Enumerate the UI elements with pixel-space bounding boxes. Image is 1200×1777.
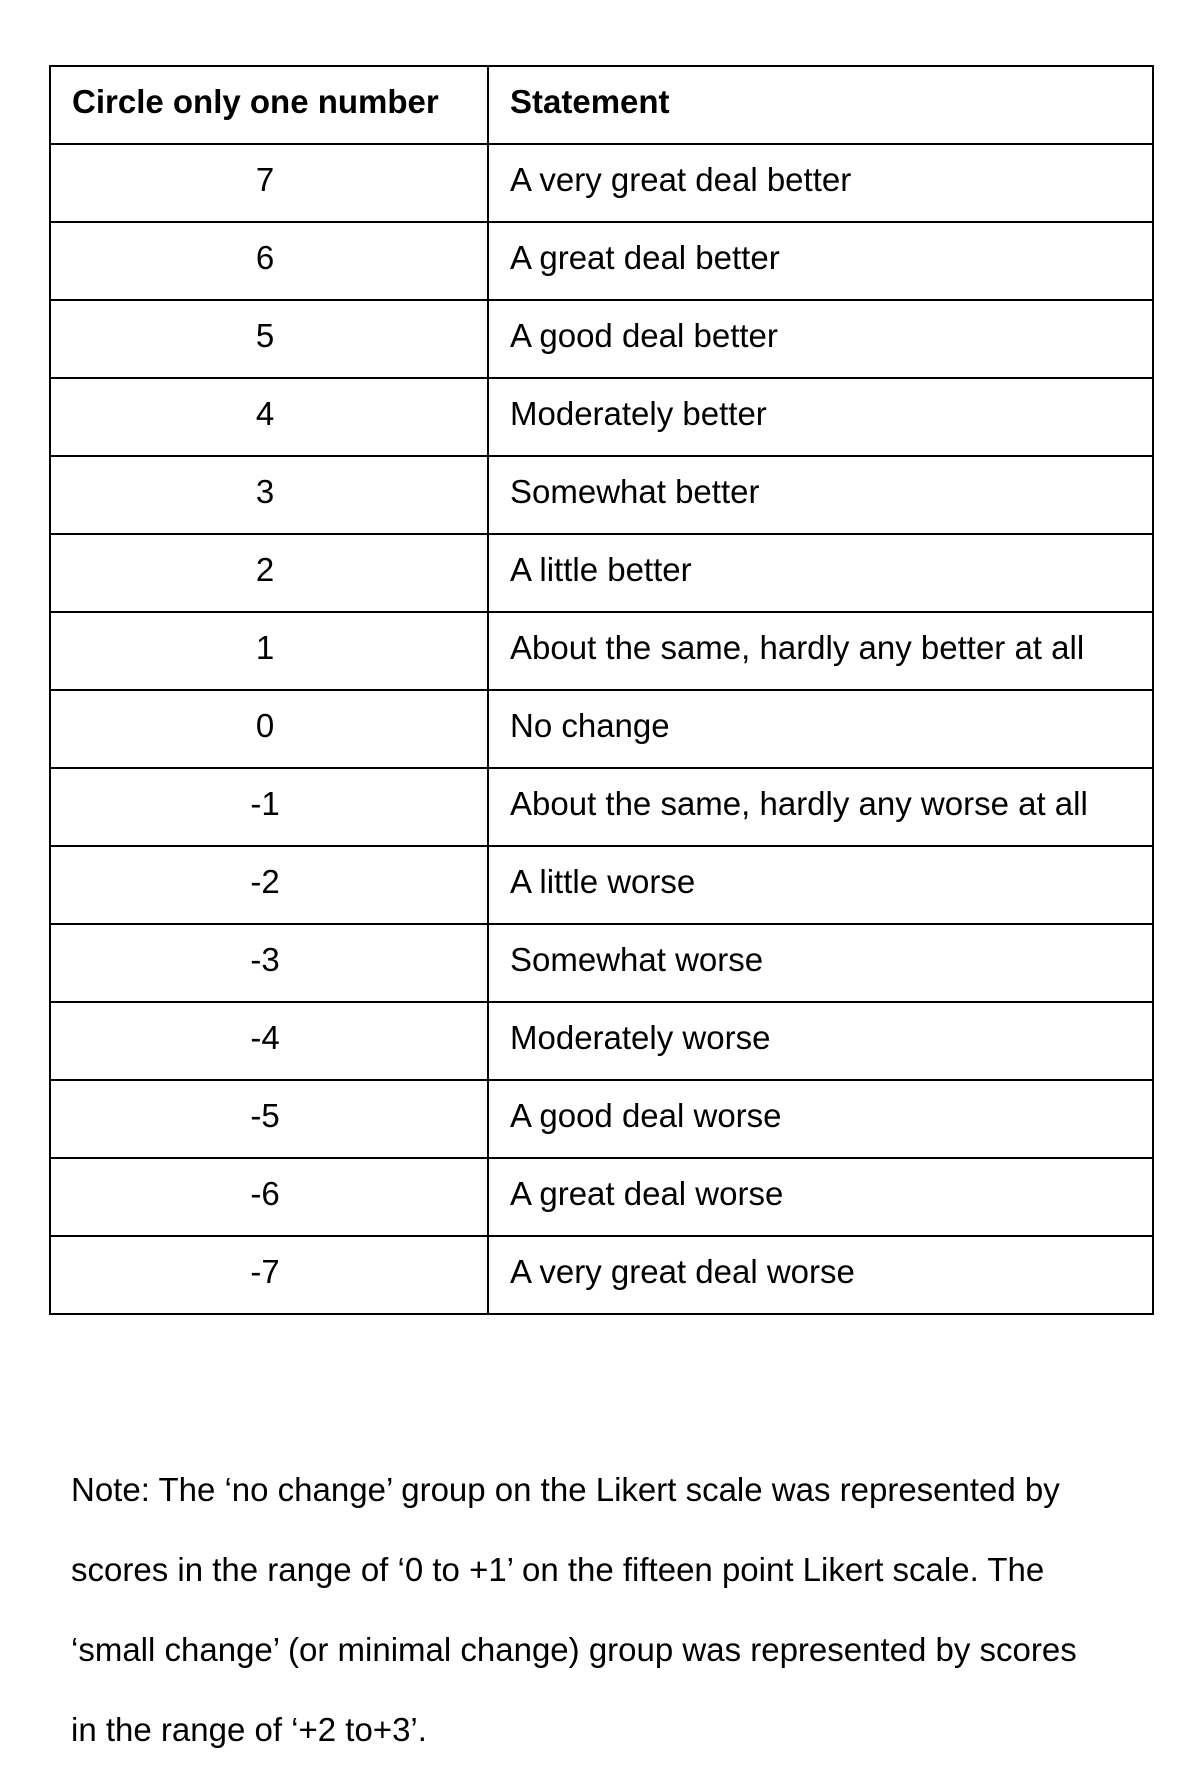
scale-number: -4 (250, 1019, 280, 1056)
scale-number: 0 (255, 707, 275, 744)
column-header-number (50, 66, 488, 144)
scale-number-cell (50, 378, 488, 456)
footnote (71, 1450, 1171, 1770)
table-row (50, 1158, 1153, 1236)
statement-text: A little worse (510, 863, 696, 900)
table-row (50, 378, 1153, 456)
table-body (50, 144, 1153, 1314)
scale-number: -6 (250, 1175, 280, 1212)
table-row (50, 456, 1153, 534)
table-row (50, 846, 1153, 924)
statement-cell (488, 768, 1153, 846)
statement-cell (488, 1002, 1153, 1080)
footnote-line: in the range of ‘+2 to+3’. (71, 1711, 427, 1748)
table-row (50, 768, 1153, 846)
scale-number-cell (50, 846, 488, 924)
statement-cell (488, 222, 1153, 300)
scale-number: -5 (250, 1097, 280, 1134)
likert-scale-table (49, 65, 1154, 1315)
scale-number-cell (50, 612, 488, 690)
statement-text: A very great deal worse (510, 1253, 855, 1290)
scale-number-cell (50, 1158, 488, 1236)
table-row (50, 144, 1153, 222)
scale-number: 3 (255, 473, 275, 510)
table-row (50, 1002, 1153, 1080)
table-row (50, 1236, 1153, 1314)
table-row (50, 534, 1153, 612)
statement-cell (488, 1080, 1153, 1158)
statement-cell (488, 534, 1153, 612)
scale-number: -1 (250, 785, 280, 822)
table-header-row (50, 66, 1153, 144)
scale-number-cell (50, 768, 488, 846)
statement-cell (488, 1236, 1153, 1314)
statement-cell (488, 924, 1153, 1002)
statement-text: About the same, hardly any better at all (510, 629, 1085, 666)
table-row (50, 612, 1153, 690)
footnote-line: scores in the range of ‘0 to +1’ on the fifteen point Likert scale. The (71, 1551, 1045, 1588)
table-row (50, 222, 1153, 300)
statement-text: A very great deal better (510, 161, 852, 198)
statement-text: A little better (510, 551, 692, 588)
scale-number: 7 (255, 161, 275, 198)
scale-number-cell (50, 300, 488, 378)
statement-text: A great deal worse (510, 1175, 784, 1212)
scale-number: -7 (250, 1253, 280, 1290)
scale-number-cell (50, 456, 488, 534)
column-header-number-label: Circle only one number (72, 83, 439, 120)
statement-text: A great deal better (510, 239, 780, 276)
table-row (50, 690, 1153, 768)
scale-number-cell (50, 924, 488, 1002)
column-header-statement (488, 66, 1153, 144)
scale-number: 2 (255, 551, 275, 588)
statement-cell (488, 612, 1153, 690)
scale-number-cell (50, 690, 488, 768)
scale-number: 4 (255, 395, 275, 432)
column-header-statement-label: Statement (510, 83, 670, 120)
statement-text: A good deal better (510, 317, 778, 354)
scale-number-cell (50, 534, 488, 612)
statement-cell (488, 690, 1153, 768)
statement-text: Moderately worse (510, 1019, 771, 1056)
statement-cell (488, 456, 1153, 534)
scale-number: 1 (255, 629, 275, 666)
statement-cell (488, 1158, 1153, 1236)
statement-text: Moderately better (510, 395, 767, 432)
scale-number-cell (50, 1080, 488, 1158)
footnote-line: ‘small change’ (or minimal change) group was represented by scores (71, 1631, 1077, 1668)
statement-cell (488, 846, 1153, 924)
scale-number: -2 (250, 863, 280, 900)
scale-number-cell (50, 144, 488, 222)
scale-number: 6 (255, 239, 275, 276)
statement-cell (488, 300, 1153, 378)
scale-number: -3 (250, 941, 280, 978)
statement-text: Somewhat better (510, 473, 760, 510)
scale-number: 5 (255, 317, 275, 354)
statement-text: About the same, hardly any worse at all (510, 785, 1088, 822)
footnote-line: Note: The ‘no change’ group on the Likert scale was represented by (71, 1471, 1060, 1508)
statement-cell (488, 144, 1153, 222)
statement-text: A good deal worse (510, 1097, 782, 1134)
scale-number-cell (50, 1236, 488, 1314)
table-row (50, 300, 1153, 378)
statement-cell (488, 378, 1153, 456)
table-row (50, 1080, 1153, 1158)
statement-text: Somewhat worse (510, 941, 764, 978)
table-row (50, 924, 1153, 1002)
scale-number-cell (50, 222, 488, 300)
scale-number-cell (50, 1002, 488, 1080)
statement-text: No change (510, 707, 670, 744)
